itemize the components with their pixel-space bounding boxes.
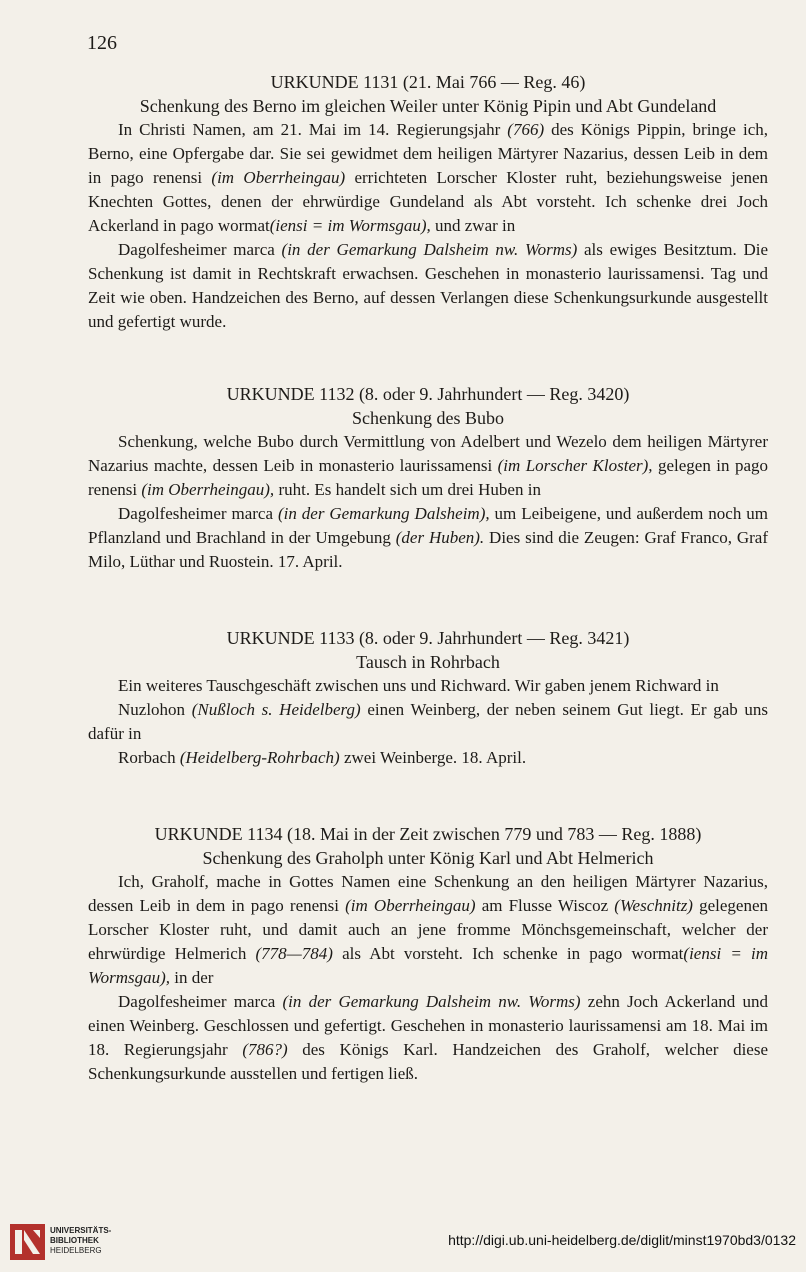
text-run: des Königs Karl. Handzeichen des Graholf, welcher diese Schenkungsurkunde ausstellen und fertigen ließ. [88,1040,768,1083]
paragraph [88,118,768,238]
italic-text: (im Oberrheingau), [141,480,275,499]
italic-text: (Heidelberg-Rohrbach) [179,748,340,767]
permalink-url[interactable]: http://digi.ub.uni-heidelberg.de/diglit/minst1970bd3/0132 [448,1232,796,1248]
document-body [88,118,768,334]
footer-bar [0,1212,806,1272]
document-body [88,674,768,770]
italic-text: (der Huben). [395,528,485,547]
document-heading: URKUNDE 1133 (8. oder 9. Jahrhundert — Reg. 3421) [226,628,630,648]
italic-text: (778—784) [255,944,333,963]
text-run: in der [170,968,214,987]
italic-text: (in der Gemarkung Dalsheim), [277,504,490,523]
document-subtitle: Schenkung des Graholph unter König Karl und Abt Helmerich [202,848,654,868]
paragraph [88,430,768,502]
text-run: um Leibeigene, und außerdem noch um Pflanzland und Brachland in der Umgebung [88,504,768,547]
italic-text: (iensi = im Wormsgau), [269,216,431,235]
document-1133 [88,626,768,770]
document-1131 [88,70,768,334]
text-run: Dagolfesheimer marca [118,240,282,259]
page-number: 126 [87,32,117,54]
document-heading: URKUNDE 1134 (18. Mai in der Zeit zwischen 779 und 783 — Reg. 1888) [154,824,702,844]
text-run: In Christi Namen, am 21. Mai im 14. Regierungsjahr [118,120,508,139]
italic-text: (766) [507,120,545,139]
text-run: Rorbach [118,748,180,767]
italic-text: (Weschnitz) [614,896,693,915]
document-body [88,430,768,574]
text-run: gelegenen Lorscher Kloster ruht, und damit auch an jene fromme Mönchsgemeinschaft, welcher der ehrwürdige Helmerich [88,896,769,963]
italic-text: (im Oberrheingau) [345,896,476,915]
text-run: einen Weinberg, der neben seinem Gut liegt. Er gab uns dafür in [88,700,769,743]
text-run: Nuzlohon [118,700,192,719]
document-subtitle: Schenkung des Bubo [352,408,504,428]
text-run: als Abt vorsteht. Ich schenke in pago wormat [332,944,684,963]
paragraph [88,502,768,574]
text-run: Dies sind die Zeugen: Graf Franco, Graf Milo, Lüthar und Ruostein. 17. April. [88,528,768,571]
paragraph [88,674,768,698]
paragraph [88,870,768,990]
paragraph [88,746,768,770]
text-run: als ewiges Besitztum. Die Schenkung ist damit in Rechtskraft erwachsen. Geschehen in monasterio laurissamensi. Tag und Zeit wie oben. Handzeichen des Berno, auf dessen Verlangen diese Schenkungsurkunde ausgestellt und gefertigt wurde. [88,240,768,331]
library-name-line: BIBLIOTHEK [50,1236,99,1245]
document-heading: URKUNDE 1131 (21. Mai 766 — Reg. 46) [270,72,586,92]
paragraph [88,698,768,746]
document-subtitle: Schenkung des Berno im gleichen Weiler unter König Pipin und Abt Gundeland [139,96,717,116]
text-run: Dagolfesheimer marca [118,504,278,523]
text-run: Dagolfesheimer marca [118,992,283,1011]
document-1134 [88,822,768,1086]
document-body [88,870,768,1086]
text-run: gelegen in pago renensi [88,456,768,499]
document-subtitle: Tausch in Rohrbach [356,652,500,672]
italic-text: (in der Gemarkung Dalsheim nw. Worms) [281,240,578,259]
italic-text: (786?) [242,1040,288,1059]
text-run: des Königs Pippin, bringe ich, Berno, eine Opfergabe dar. Sie sei gewidmet dem heiligen Märtyrer Nazarius, dessen Leib in dem in pago renensi [88,120,768,187]
library-name-line: UNIVERSITÄTS- [50,1226,112,1235]
document-heading: URKUNDE 1132 (8. oder 9. Jahrhundert — Reg. 3420) [226,384,630,404]
text-run: und zwar in [430,216,516,235]
paragraph [88,238,768,334]
text-run: Schenkung, welche Bubo durch Vermittlung von Adelbert und Wezelo dem heiligen Märtyrer Nazarius machte, dessen Leib in monasterio laurissamensi [88,432,768,475]
text-run: Ich, Graholf, mache in Gottes Namen eine Schenkung an den heiligen Märtyrer Nazarius, dessen Leib in dem in pago renensi [88,872,768,915]
text-run: Ein weiteres Tauschgeschäft zwischen uns und Richward. Wir gaben jenem Richward in [118,676,719,695]
italic-text: (im Lorscher Kloster), [497,456,653,475]
text-run: am Flusse Wiscoz [475,896,615,915]
italic-text: (Nußloch s. Heidelberg) [191,700,361,719]
university-logo-icon [10,1224,45,1260]
text-run: ruht. Es handelt sich um drei Huben in [274,480,541,499]
italic-text: (in der Gemarkung Dalsheim nw. Worms) [282,992,581,1011]
text-run: zehn Joch Ackerland und einen Weinberg. Geschlossen und gefertigt. Geschehen in monasterio laurissamensi am 18. Mai im 18. Regierungsjahr [88,992,768,1059]
library-name-line: HEIDELBERG [50,1246,102,1255]
library-name [50,1226,111,1256]
text-run: errichteten Lorscher Kloster ruht, beziehungsweise jenen Knechten Gottes, denen der ehrwürdige Gundeland als Abt vorsteht. Ich schenke drei Joch Ackerland in pago wormat [88,168,769,235]
italic-text: (im Oberrheingau) [211,168,346,187]
italic-text: (iensi = im Wormsgau), [88,944,768,987]
text-run: zwei Weinberge. 18. April. [339,748,527,767]
paragraph [88,990,768,1086]
document-1132 [88,382,768,574]
